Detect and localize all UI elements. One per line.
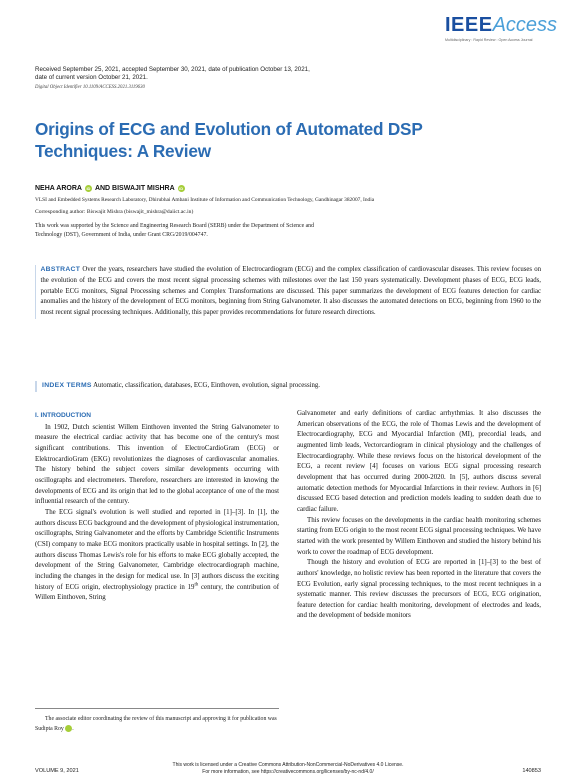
footnote-text: The associate editor coordinating the review of this manuscript and approving it for publication was Sudipta Roy: [35, 716, 277, 732]
doi[interactable]: Digital Object Identifier 10.1109/ACCESS.2021.3119630: [35, 85, 145, 90]
orcid-icon[interactable]: iD: [179, 186, 184, 191]
license-line-1[interactable]: This work is licensed under a Creative Commons Attribution-NonCommercial-NoDerivatives 4.0 License.: [172, 762, 404, 768]
index-terms: [35, 381, 541, 392]
ieee-access-logo: [445, 14, 563, 48]
footer-license: [0, 762, 576, 776]
author-2[interactable]: AND BISWAJIT MISHRA: [94, 185, 175, 192]
dates-line-2: date of current version October 21, 2021.: [35, 74, 148, 82]
index-terms-paragraph: [42, 381, 320, 392]
footnote-rule: [35, 708, 279, 709]
logo-ieee-text: IEEE: [445, 14, 493, 36]
paragraph: In 1902, Dutch scientist Willem Einthoven invented the String Galvanometer to measure the electrical cardiac activity that has become one of the century's most significant contributions. This invention of ElectroCardioGram (ECG) or ElektrocardioGram (EKG) revolutionizes the diagnoses of cardiovascular anomalies. The history behind the subject covers similar developments occurring with oscillographs and electrometers. Therefore, researchers are interested in knowing the developments of ECG and its origin that led to the global acceptance of one of the most influential research of the century.: [35, 423, 279, 506]
superscript: th: [194, 582, 199, 588]
article-title: Origins of ECG and Evolution of Automated DSP Techniques: A Review: [35, 119, 423, 161]
footnote: The associate editor coordinating the review of this manuscript and approving it for publication was Sudipta Roy iD.: [35, 716, 277, 732]
logo-tagline: Multidisciplinary : Rapid Review : Open Access Journal: [445, 38, 533, 42]
index-terms-label: INDEX TERMS: [42, 382, 92, 389]
paragraph-text: century, the contribution of Willem Einthoven, String: [35, 583, 280, 602]
paragraph: This review focuses on the developments in the cardiac health monitoring schemes starting from ECG origin to the most recent ECG signal processing techniques. We have started with the work presented by Willem Einthoven and studied the history behind his work to cover the roadmap of ECG development.: [297, 516, 541, 556]
body-column-left: [35, 411, 279, 604]
orcid-icon[interactable]: iD: [86, 186, 91, 191]
index-terms-rule: [35, 381, 37, 392]
page-number: 140853: [522, 768, 541, 774]
body-column-right: [297, 409, 541, 622]
abstract: [35, 265, 541, 319]
funding-statement: This work was supported by the Science and Engineering Research Board (SERB) under the Department of Science and Technology (DST), Government of India, under Grant CRG/2019/004747.: [35, 223, 314, 238]
logo-access-text: Access: [492, 14, 558, 36]
authors: [35, 185, 185, 192]
license-line-2[interactable]: For more information, see https://creativecommons.org/licenses/by-nc-nd/4.0/: [202, 769, 374, 775]
abstract-label: ABSTRACT: [40, 266, 81, 273]
paragraph: Galvanometer and early definitions of cardiac arrhythmias. It also discusses the American observations of the ECG, the role of Thomas Lewis and the development of Electrocardiography, ECG and Myocardial Infarction (MI), precordial leads, and augmented limb leads, Vectorcardiogram in clinical physiology and the challenges of Electrocardiography. While these reviews focus on the historical development of the ECG, a recent review [4] focuses on various ECG signal processing research development that has occurred during 2000-2020. In [5], authors discuss several automatic detection methods for Myocardial Infarctions in their review. Authors in [6] discussed ECG based detection and prediction models leading to sudden death due to cardiac failure.: [297, 410, 541, 513]
abstract-text: Over the years, researchers have studied the evolution of Electrocardiogram (ECG) and the complex classification of cardiovascular diseases. This review focuses on the evolution of the ECG and covers the most recent signal processing schemes with milestones over the last 150 years systematically. Development phases of ECG, ECG leads, portable ECG monitors, Signal Processing schemes and Complex Transformations are discussed. This paper summarizes the development of ECG features detection for cardiac anomalies and the history of the development of ECG monitors, beginning from String Galvanometer. It also discusses the automated detections on ECG, beginning from 1960 to the most recent signal processing techniques. Additionally, this paper provides recommendations for future research directions.: [40, 266, 542, 317]
dates-line-1: Received September 25, 2021, accepted September 30, 2021, date of publication October 13, 2021,: [35, 66, 310, 73]
footer-volume: VOLUME 9, 2021: [35, 768, 79, 774]
paragraph: Though the history and evolution of ECG are reported in [1]–[3] to the best of authors' knowledge, no holistic review has been reported in the literature that covers the ECG Evolution, early signal processing techniques, to the most recent techniques in a systematic manner. This review discusses the precursors of ECG, ECG origination, feature detection for cardiac health monitoring, development of electrodes and leads, and the development of bedside monitors: [297, 559, 541, 620]
affiliation: VLSI and Embedded Systems Research Laboratory, Dhirubhai Ambani Institute of Information and Communication Technology, Gandhinagar 382007, India: [35, 197, 375, 203]
index-terms-text: Automatic, classification, databases, ECG, Einthoven, evolution, signal processing.: [93, 382, 320, 389]
corresponding-author: Corresponding author: Biswajit Mishra (biswajit_mishra@daiict.ac.in): [35, 209, 194, 215]
section-heading: I. INTRODUCTION: [35, 412, 92, 419]
publication-dates: [35, 66, 375, 83]
author-1[interactable]: NEHA ARORA: [35, 185, 82, 192]
paragraph-text: The ECG signal's evolution is well studied and reported in [1]–[3]. In [1], the authors discuss ECG background and the development of physiological instrumentation, oscillographs, String Galvanometer and the efforts by Cambridge Scientific Instruments (CSI) company to make ECG monitors practically usable in hospital settings. In [2], the authors discuss Thomas Lewis's role for his efforts to make ECG globally accepted, the development of the String Galvanometer, Cambridge electrocardiograph machine, including the changes in the design for medical use. In [3] authors discuss the exciting history of ECG origin, electrophysiology practice in 19: [35, 508, 279, 591]
paragraph: [35, 508, 279, 604]
orcid-icon[interactable]: iD: [65, 725, 72, 732]
abstract-paragraph: [40, 265, 541, 319]
